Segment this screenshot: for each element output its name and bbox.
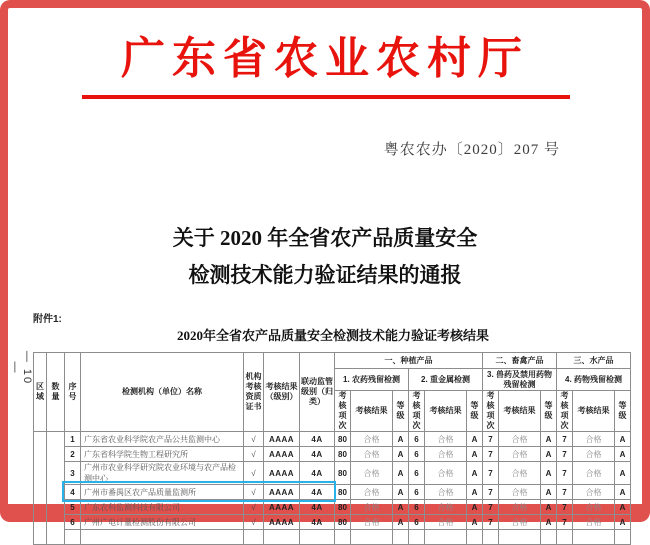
empty-cell — [499, 530, 541, 545]
header-row-groups — [34, 353, 631, 369]
test-cell: 7 — [483, 500, 499, 515]
test-cell: A — [393, 447, 409, 462]
col-quantity: 数量 — [47, 353, 65, 432]
notice-title-line2: 检测技术能力验证结果的通报 — [188, 262, 462, 287]
test-cell: 合格 — [573, 485, 615, 500]
test-cell: 6 — [409, 462, 425, 485]
empty-cell — [65, 530, 81, 545]
test-cell: 合格 — [573, 462, 615, 485]
row-index: 4 — [65, 485, 81, 500]
test-cell: A — [615, 485, 631, 500]
test-cell: A — [541, 462, 557, 485]
attachment-label: 附件1: — [33, 314, 62, 325]
sub-drug-residue: 4. 药物残留检测 — [557, 369, 631, 391]
test-cell: 合格 — [425, 447, 467, 462]
test-cell: 7 — [557, 485, 573, 500]
test-cell: 7 — [557, 500, 573, 515]
supervision-level: 4A — [300, 515, 335, 530]
group-livestock: 二、畜禽产品 — [483, 353, 557, 369]
test-cell: 合格 — [425, 485, 467, 500]
leaf-grade: 等级 — [541, 391, 557, 432]
test-cell: 7 — [557, 515, 573, 530]
cert-checkmark: √ — [244, 432, 264, 447]
group-planting: 一、种植产品 — [335, 353, 483, 369]
sub-heavy-metal: 2. 重金属检测 — [409, 369, 483, 391]
col-result-level: 考核结果（级别） — [264, 353, 300, 432]
result-level: AAAA — [264, 515, 300, 530]
empty-cell — [409, 530, 425, 545]
test-cell: 7 — [557, 447, 573, 462]
test-cell: 7 — [483, 485, 499, 500]
supervision-level: 4A — [300, 485, 335, 500]
test-cell: 80 — [335, 432, 351, 447]
test-cell: 合格 — [499, 485, 541, 500]
test-cell: A — [541, 485, 557, 500]
leaf-result: 考核结果 — [573, 391, 615, 432]
org-name: 广州广电计量检测股份有限公司 — [81, 515, 244, 530]
supervision-level: 4A — [300, 432, 335, 447]
leaf-grade: 等级 — [615, 391, 631, 432]
test-cell: 合格 — [499, 447, 541, 462]
test-cell: 合格 — [499, 500, 541, 515]
empty-cell — [393, 530, 409, 545]
leaf-grade: 等级 — [467, 391, 483, 432]
test-cell: 7 — [483, 447, 499, 462]
test-cell: 合格 — [573, 515, 615, 530]
sub-vet-drug: 3. 兽药及禁用药物残留检测 — [483, 369, 557, 391]
leaf-items: 考核项次 — [483, 391, 499, 432]
test-cell: 6 — [409, 500, 425, 515]
col-supervision-level: 联动监管级别（归类） — [300, 353, 335, 432]
test-cell: 7 — [483, 432, 499, 447]
test-cell: A — [467, 485, 483, 500]
col-index: 序号 — [65, 353, 81, 432]
table-title: 2020年全省农产品质量安全检测技术能力验证考核结果 — [176, 328, 489, 343]
result-level: AAAA — [264, 485, 300, 500]
results-table — [33, 352, 631, 545]
notice-title — [8, 220, 642, 294]
test-cell: 80 — [335, 515, 351, 530]
test-cell: A — [615, 462, 631, 485]
test-cell: 6 — [409, 515, 425, 530]
test-cell: 合格 — [351, 485, 393, 500]
test-cell: A — [393, 500, 409, 515]
test-cell: A — [615, 515, 631, 530]
test-cell: 合格 — [573, 447, 615, 462]
test-cell: A — [393, 485, 409, 500]
empty-cell — [264, 530, 300, 545]
test-cell: 80 — [335, 500, 351, 515]
test-cell: 合格 — [351, 447, 393, 462]
org-name: 广东省农业科学院农产品公共监测中心 — [81, 432, 244, 447]
test-cell: 6 — [409, 485, 425, 500]
cert-checkmark: √ — [244, 500, 264, 515]
test-cell: A — [615, 447, 631, 462]
test-cell: 80 — [335, 462, 351, 485]
test-cell: 合格 — [499, 432, 541, 447]
test-cell: 合格 — [351, 515, 393, 530]
page-number: — 10 — — [9, 350, 33, 386]
test-cell: A — [393, 432, 409, 447]
result-level: AAAA — [264, 432, 300, 447]
empty-cell — [300, 530, 335, 545]
row-index: 5 — [65, 500, 81, 515]
result-level: AAAA — [264, 500, 300, 515]
leaf-result: 考核结果 — [351, 391, 393, 432]
test-cell: 合格 — [351, 432, 393, 447]
agency-title: 广东省农业农村厅 — [121, 34, 529, 83]
empty-cell — [467, 530, 483, 545]
test-cell: A — [467, 500, 483, 515]
leaf-items: 考核项次 — [335, 391, 351, 432]
supervision-level: 4A — [300, 447, 335, 462]
test-cell: 7 — [557, 462, 573, 485]
table-row-partial — [34, 530, 631, 545]
org-name: 广州市番禺区农产品质量监测所 — [81, 485, 244, 500]
test-cell: A — [467, 447, 483, 462]
test-cell: A — [541, 515, 557, 530]
test-cell: 合格 — [425, 500, 467, 515]
region-cell — [34, 432, 47, 545]
test-cell: 合格 — [425, 515, 467, 530]
test-cell: 合格 — [573, 432, 615, 447]
cert-checkmark: √ — [244, 485, 264, 500]
empty-cell — [557, 530, 573, 545]
col-cert: 机构考核资质证书 — [244, 353, 264, 432]
test-cell: 合格 — [499, 462, 541, 485]
table-row — [34, 447, 631, 462]
empty-cell — [81, 530, 244, 545]
test-cell: A — [615, 432, 631, 447]
table-row — [34, 432, 631, 447]
test-cell: A — [541, 500, 557, 515]
leaf-items: 考核项次 — [409, 391, 425, 432]
test-cell: A — [393, 462, 409, 485]
results-table-container — [33, 352, 633, 527]
cert-checkmark: √ — [244, 462, 264, 485]
leaf-result: 考核结果 — [425, 391, 467, 432]
empty-cell — [573, 530, 615, 545]
test-cell: 合格 — [351, 500, 393, 515]
col-region: 区域 — [34, 353, 47, 432]
cert-checkmark: √ — [244, 447, 264, 462]
leaf-grade: 等级 — [393, 391, 409, 432]
org-name: 广东省科学院生物工程研究所 — [81, 447, 244, 462]
row-index: 2 — [65, 447, 81, 462]
result-level: AAAA — [264, 447, 300, 462]
leaf-result: 考核结果 — [499, 391, 541, 432]
test-cell: 合格 — [425, 462, 467, 485]
test-cell: 6 — [409, 432, 425, 447]
table-row-highlighted — [34, 515, 631, 530]
org-name: 广州市农业科学研究院农业环境与农产品检测中心 — [81, 462, 244, 485]
supervision-level: 4A — [300, 500, 335, 515]
test-cell: A — [541, 432, 557, 447]
cert-checkmark: √ — [244, 515, 264, 530]
test-cell: A — [467, 462, 483, 485]
row-index: 3 — [65, 462, 81, 485]
test-cell: A — [467, 515, 483, 530]
result-level: AAAA — [264, 462, 300, 485]
supervision-level: 4A — [300, 462, 335, 485]
test-cell: 6 — [409, 447, 425, 462]
test-cell: 7 — [483, 515, 499, 530]
empty-cell — [335, 530, 351, 545]
test-cell: 合格 — [573, 500, 615, 515]
group-aquatic: 三、水产品 — [557, 353, 631, 369]
col-org-name: 检测机构（单位）名称 — [81, 353, 244, 432]
empty-cell — [615, 530, 631, 545]
test-cell: 80 — [335, 485, 351, 500]
test-cell: 80 — [335, 447, 351, 462]
letterhead-divider — [82, 95, 570, 99]
test-cell: 合格 — [499, 515, 541, 530]
test-cell: 合格 — [425, 432, 467, 447]
empty-cell — [351, 530, 393, 545]
notice-title-line1: 关于 2020 年全省农产品质量安全 — [172, 226, 478, 250]
row-highlight-box — [62, 481, 336, 502]
row-index: 1 — [65, 432, 81, 447]
empty-cell — [244, 530, 264, 545]
test-cell: 7 — [483, 462, 499, 485]
empty-cell — [483, 530, 499, 545]
leaf-items: 考核项次 — [557, 391, 573, 432]
test-cell: 7 — [557, 432, 573, 447]
test-cell: A — [467, 432, 483, 447]
empty-cell — [425, 530, 467, 545]
test-cell: A — [615, 500, 631, 515]
org-name: 广东农科监测科技有限公司 — [81, 500, 244, 515]
test-cell: 合格 — [351, 462, 393, 485]
test-cell: A — [393, 515, 409, 530]
document-number: 粤农农办〔2020〕207 号 — [383, 142, 560, 158]
sub-pesticide: 1. 农药残留检测 — [335, 369, 409, 391]
empty-cell — [541, 530, 557, 545]
test-cell: A — [541, 447, 557, 462]
row-index: 6 — [65, 515, 81, 530]
